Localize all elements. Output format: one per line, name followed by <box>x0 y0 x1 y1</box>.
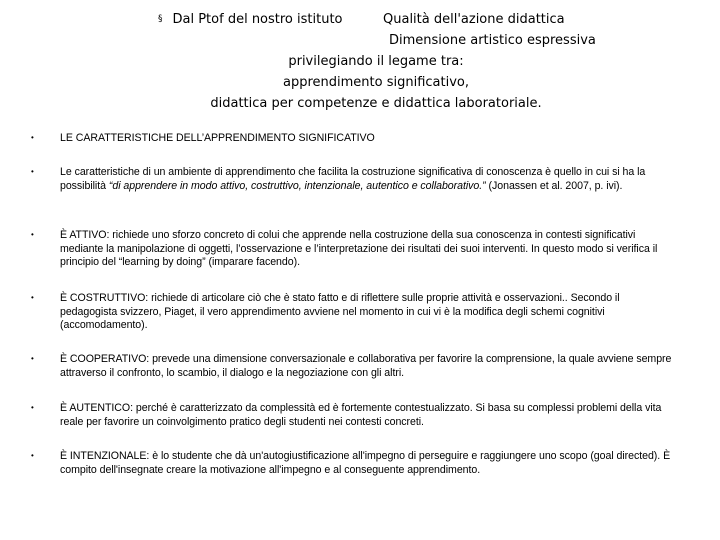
item-description: : richiede di articolare ciò che è stato fatto e di riflettere sulle proprie attività e osservazioni.. Secondo il pedagogista svizzero, Piaget, il vero apprendimento avviene nel momento in cui vi è la modifica degli schemi cognitivi (accomodamento). <box>60 292 620 331</box>
item-description: : richiede uno sforzo concreto di colui che apprende nella costruzione della sua conoscenza in contesti significativi mediante la manipolazione di oggetti, l’osservazione e l’interpretazione dei risultati dei suoi interventi. In questo modo si verifica il principio del “learning by doing” (imparare facendo). <box>60 229 658 268</box>
list-item-text <box>60 450 675 477</box>
list-heading: LE CARATTERISTICHE DELL’APPRENDIMENTO SIGNIFICATIVO <box>60 132 375 144</box>
item-text-pre: Le caratteristiche di un ambiente di apprendimento che facilita la costruzione significativa di conoscenza è quello in cui si ha la possibilità <box>60 166 646 192</box>
item-quote: “di apprendere in modo attivo, costruttivo, intenzionale, autentico e collaborativo.” <box>108 179 486 192</box>
item-description: : perché è caratterizzato da complessità ed è fortemente contestualizzato. Si basa su complessi problemi della vita reale per favorire un coinvolgimento pratico degli studenti nei contesti concreti. <box>60 402 662 428</box>
bullet-icon: • <box>31 451 34 460</box>
item-term: È ATTIVO <box>60 229 107 241</box>
item-term: È AUTENTICO <box>60 402 131 414</box>
header-source: Dal Ptof del nostro istituto <box>172 12 343 27</box>
list-item-text <box>60 402 675 429</box>
header-title-1: Qualità dell'azione didattica <box>383 12 565 27</box>
header-line-4: apprendimento significativo, <box>283 75 469 90</box>
bullet-icon: • <box>31 403 34 412</box>
header-line-1 <box>158 10 565 31</box>
bullet-icon: • <box>31 354 34 363</box>
square-bullet-icon: § <box>158 14 163 24</box>
list-item-text <box>60 166 675 193</box>
item-description: : è lo studente che dà un'autogiustificazione all'impegno di perseguire e raggiungere uno scopo (goal directed). È compito dell'insegnate creare la motivazione all'impegno e al conseguente apprendimento. <box>60 450 671 476</box>
item-term: È COSTRUTTIVO <box>60 292 146 304</box>
item-term: È COOPERATIVO <box>60 353 147 365</box>
header-line-3: privilegiando il legame tra: <box>288 54 464 69</box>
header-title-2: Dimensione artistico espressiva <box>389 33 596 48</box>
bullet-icon: • <box>31 293 34 302</box>
bullet-icon: • <box>31 133 34 142</box>
item-term: È INTENZIONALE <box>60 450 147 462</box>
list-item-text <box>60 229 675 270</box>
item-citation: (Jonassen et al. 2007, p. ivi). <box>485 179 623 192</box>
bullet-icon: • <box>31 230 34 239</box>
bullet-icon: • <box>31 167 34 176</box>
list-item-text <box>60 292 675 333</box>
list-item-text <box>60 353 675 380</box>
item-description: : prevede una dimensione conversazionale e collaborativa per favorire la comprensione, la quale avviene sempre attraverso il confronto, lo scambio, il dialogo e la negoziazione con gli altri. <box>60 353 672 379</box>
header-line-5: didattica per competenze e didattica laboratoriale. <box>210 96 542 111</box>
